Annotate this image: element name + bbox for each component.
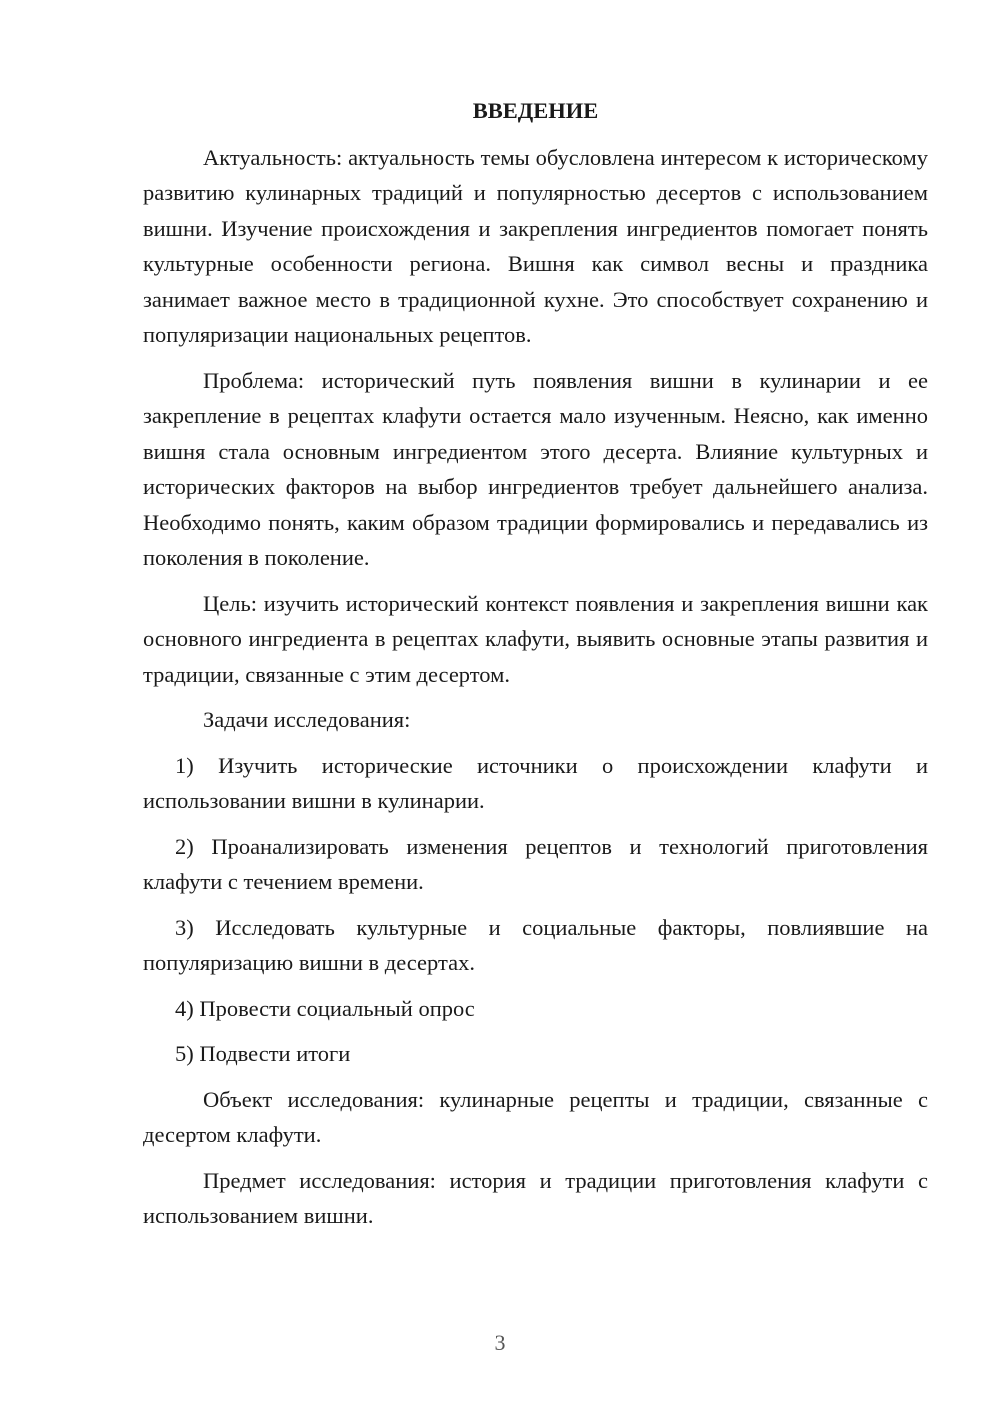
subject-paragraph: Предмет исследования: история и традиции приготовления клафути с использованием вишни. [143,1167,928,1228]
task-item: 2) Проанализировать изменения рецептов и технологий приготовления клафути с течением времени. [143,833,928,894]
page-number: 3 [494,1330,506,1355]
goal-paragraph: Цель: изучить исторический контекст появления и закрепления вишни как основного ингредиента в рецептах клафути, выявить основные этапы развития и традиции, связанные с этим десертом. [143,590,928,687]
task-item: 4) Провести социальный опрос [175,995,475,1021]
tasks-heading: Задачи исследования: [203,707,411,732]
task-item: 1) Изучить исторические источники о происхождении клафути и использовании вишни в кулинарии. [143,752,928,813]
section-title: ВВЕДЕНИЕ [472,98,599,123]
task-item: 3) Исследовать культурные и социальные факторы, повлиявшие на популяризацию вишни в десертах. [143,914,928,975]
relevance-paragraph: Актуальность: актуальность темы обусловлена интересом к историческому развитию кулинарных традиций и популярностью десертов с использованием вишни. Изучение происхождения и закрепления ингредиентов помогает понять культурные особенности региона. Вишня как символ весны и праздника занимает важное место в традиционной кухне. Это способствует сохранению и популяризации национальных рецептов. [143,144,928,347]
task-item: 5) Подвести итоги [175,1041,351,1066]
page-content [143,93,928,1244]
problem-paragraph: Проблема: исторический путь появления вишни в кулинарии и ее закрепление в рецептах клафути остается мало изученным. Неясно, как именно вишня стала основным ингредиентом этого десерта. Влияние культурных и исторических факторов на выбор ингредиентов требует дальнейшего анализа. Необходимо понять, каким образом традиции формировались и передавались из поколения в поколение. [143,367,928,570]
object-paragraph: Объект исследования: кулинарные рецепты и традиции, связанные с десертом клафути. [143,1086,928,1147]
tasks-list [143,748,928,1072]
